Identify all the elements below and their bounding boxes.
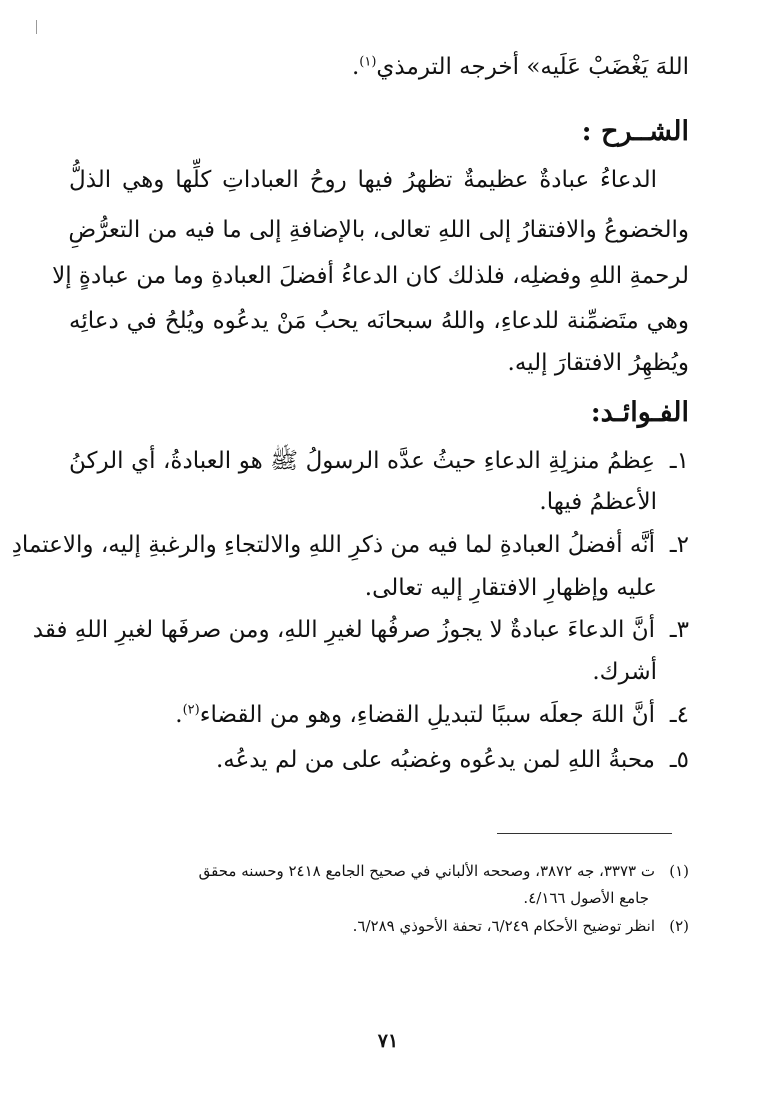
sharh-line: الدعاءُ عبادةٌ عظيمةٌ تظهرُ فيها روحُ العباداتِ كلِّها وهي الذلُّ — [69, 167, 657, 193]
item-text: أنَّه أفضلُ العبادةِ لما فيه من ذكرِ اللهِ والالتجاءِ والرغبةِ إليه، والاعتمادِ — [11, 532, 655, 558]
footnote-2 — [69, 912, 689, 940]
fawaid-item-4 — [69, 695, 689, 735]
fawaid-item-1-cont: الأعظمُ فيها. — [539, 489, 657, 515]
item-text: أنَّ الدعاءَ عبادةٌ لا يجوزُ صرفُها لغيرِ اللهِ، ومن صرفَها لغيرِ اللهِ فقد — [32, 617, 655, 643]
footnote-1 — [69, 857, 689, 885]
item-number: ٣ـ — [669, 617, 689, 643]
intro-end: . — [351, 54, 360, 80]
footnote-text: ت ٣٣٧٣، جه ٣٨٧٢، وصححه الألباني في صحيح الجامع ٢٤١٨ وحسنه محقق — [198, 862, 655, 880]
item-number: ١ـ — [669, 448, 689, 474]
sharh-line: وهي متَضمِّنة للدعاءِ، واللهُ سبحانَه يحبُ مَنْ يدعُوه ويُلحُ في دعائِه — [69, 308, 689, 334]
sharh-heading: الشــرح : — [581, 116, 689, 147]
footnote-number: (١) — [669, 862, 689, 880]
fawaid-item-1 — [69, 441, 689, 481]
page-number: ٧١ — [377, 1030, 399, 1052]
intro-line — [69, 47, 689, 87]
fawaid-item-3-cont: أشرك. — [592, 659, 657, 685]
footnote-ref-2: (٢) — [182, 702, 200, 718]
fawaid-heading: الفـوائـد: — [590, 397, 689, 428]
item-text: محبةُ اللهِ لمن يدعُوه وغضبُه على من لم يدعُه. — [215, 747, 655, 773]
sharh-line: لرحمةِ اللهِ وفضلِه، فلذلك كان الدعاءُ أفضلَ العبادةِ وما من عبادةٍ إلا — [52, 263, 689, 289]
scan-mark — [36, 20, 37, 34]
item-end: . — [175, 702, 183, 728]
intro-text: اللهَ يَغْضَبْ عَلَيه» أخرجه الترمذي — [376, 54, 689, 80]
footnote-text: انظر توضيح الأحكام ٦/٢٤٩، تحفة الأحوذي ٦/٢٨٩. — [352, 917, 655, 935]
fawaid-item-2-cont: عليه وإظهارِ الافتقارِ إليه تعالى. — [364, 575, 657, 601]
footnote-separator — [497, 833, 672, 834]
item-number: ٥ـ — [669, 747, 689, 773]
sharh-line: ويُظهِرُ الافتقارَ إليه. — [507, 350, 689, 376]
fawaid-item-2 — [11, 525, 689, 565]
sharh-line: والخضوعُ والافتقارُ إلى اللهِ تعالى، بالإضافةِ إلى ما فيه من التعرُّضِ — [68, 217, 689, 243]
footnote-number: (٢) — [669, 917, 689, 935]
item-number: ٤ـ — [669, 702, 689, 728]
footnote-ref-1: (١) — [359, 54, 377, 70]
item-text: عِظمُ منزلِةِ الدعاءِ حيثُ عدَّه الرسولُ ﷺ هو العبادةُ، أي الركنُ — [69, 448, 655, 474]
footnote-1-cont: جامع الأصول ٤/١٦٦. — [523, 889, 649, 907]
item-text: أنَّ اللهَ جعلَه سببًا لتبديلِ القضاءِ، وهو من القضاء — [199, 702, 655, 728]
fawaid-item-5 — [69, 740, 689, 780]
fawaid-item-3 — [32, 610, 689, 650]
item-number: ٢ـ — [669, 532, 689, 558]
